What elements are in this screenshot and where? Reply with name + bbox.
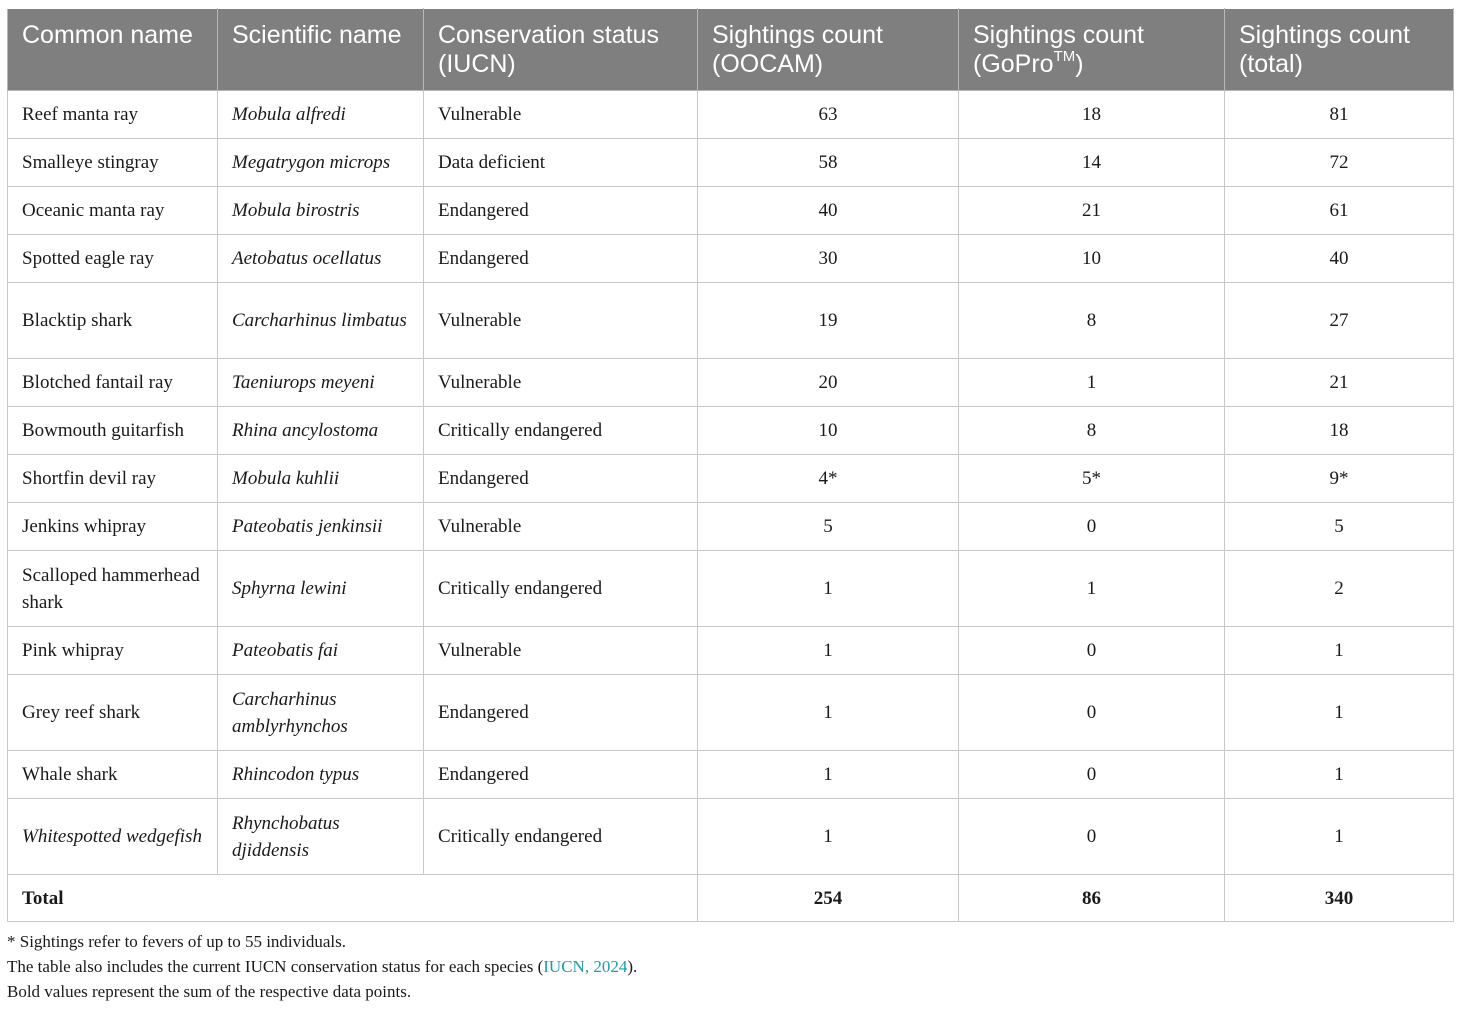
oocam-count-cell: 4* [698,455,959,503]
header-sightings-total: Sightings count (total) [1225,9,1454,91]
scientific-name-cell: Sphyrna lewini [218,551,424,627]
gopro-count-cell: 0 [959,627,1225,675]
conservation-status-cell: Endangered [424,235,698,283]
gopro-count-cell: 1 [959,551,1225,627]
gopro-count-cell: 8 [959,407,1225,455]
scientific-name-cell: Mobula alfredi [218,91,424,139]
table-row [8,283,1454,359]
gopro-count-cell: 0 [959,503,1225,551]
gopro-count-cell: 10 [959,235,1225,283]
oocam-count-cell: 40 [698,187,959,235]
scientific-name-cell: Mobula kuhlii [218,455,424,503]
total-count-cell: 1 [1225,627,1454,675]
conservation-status-cell: Vulnerable [424,359,698,407]
header-sightings-oocam: Sightings count (OOCAM) [698,9,959,91]
scientific-name-cell: Rhynchobatus djiddensis [218,799,424,875]
footnote-iucn-text: The table also includes the current IUCN conservation status for each species ( [7,957,544,976]
table-row [8,455,1454,503]
common-name-cell: Blacktip shark [8,283,218,359]
total-count-cell: 40 [1225,235,1454,283]
total-count-cell: 1 [1225,675,1454,751]
common-name-cell: Bowmouth guitarfish [8,407,218,455]
total-gopro-cell: 86 [959,875,1225,922]
total-oocam-cell: 254 [698,875,959,922]
oocam-count-cell: 58 [698,139,959,187]
species-sightings-table [7,8,1454,922]
trademark-superscript: TM [1053,47,1076,65]
scientific-name-cell: Rhina ancylostoma [218,407,424,455]
table-row [8,91,1454,139]
footnote-iucn [7,954,637,979]
total-count-cell: 1 [1225,751,1454,799]
total-count-cell: 81 [1225,91,1454,139]
common-name-cell: Spotted eagle ray [8,235,218,283]
oocam-count-cell: 5 [698,503,959,551]
conservation-status-cell: Vulnerable [424,283,698,359]
oocam-count-cell: 20 [698,359,959,407]
header-scientific-name: Scientific name [218,9,424,91]
oocam-count-cell: 1 [698,751,959,799]
total-total-cell: 340 [1225,875,1454,922]
total-row [8,875,1454,922]
conservation-status-cell: Endangered [424,187,698,235]
species-table-container [7,8,1453,922]
common-name-cell: Shortfin devil ray [8,455,218,503]
common-name-cell: Smalleye stingray [8,139,218,187]
table-body [8,91,1454,922]
total-label: Total [8,875,698,922]
conservation-status-cell: Vulnerable [424,627,698,675]
total-count-cell: 61 [1225,187,1454,235]
common-name-cell: Jenkins whipray [8,503,218,551]
total-count-cell: 18 [1225,407,1454,455]
common-name-cell: Grey reef shark [8,675,218,751]
table-row [8,407,1454,455]
table-row [8,627,1454,675]
total-count-cell: 21 [1225,359,1454,407]
scientific-name-cell: Pateobatis fai [218,627,424,675]
oocam-count-cell: 10 [698,407,959,455]
oocam-count-cell: 1 [698,799,959,875]
oocam-count-cell: 63 [698,91,959,139]
scientific-name-cell: Pateobatis jenkinsii [218,503,424,551]
conservation-status-cell: Endangered [424,455,698,503]
scientific-name-cell: Aetobatus ocellatus [218,235,424,283]
common-name-cell: Reef manta ray [8,91,218,139]
table-row [8,187,1454,235]
gopro-count-cell: 21 [959,187,1225,235]
scientific-name-cell: Rhincodon typus [218,751,424,799]
header-conservation-status: Conservation status (IUCN) [424,9,698,91]
header-row [8,9,1454,91]
table-footnotes [7,929,637,1004]
total-count-cell: 72 [1225,139,1454,187]
oocam-count-cell: 1 [698,675,959,751]
conservation-status-cell: Vulnerable [424,91,698,139]
total-count-cell: 9* [1225,455,1454,503]
common-name-cell: Whale shark [8,751,218,799]
table-row [8,139,1454,187]
oocam-count-cell: 1 [698,627,959,675]
table-row [8,551,1454,627]
header-common-name: Common name [8,9,218,91]
total-count-cell: 2 [1225,551,1454,627]
table-row [8,359,1454,407]
scientific-name-cell: Carcharhinus limbatus [218,283,424,359]
gopro-count-cell: 1 [959,359,1225,407]
gopro-count-cell: 8 [959,283,1225,359]
conservation-status-cell: Data deficient [424,139,698,187]
iucn-citation-link[interactable]: IUCN, 2024 [543,957,628,976]
table-row [8,503,1454,551]
gopro-count-cell: 14 [959,139,1225,187]
scientific-name-cell: Megatrygon microps [218,139,424,187]
footnote-asterisk: * Sightings refer to fevers of up to 55 individuals. [7,932,347,951]
table-row [8,675,1454,751]
footnote-iucn-close: ). [627,957,638,976]
scientific-name-cell: Carcharhinus amblyrhynchos [218,675,424,751]
table-row [8,751,1454,799]
gopro-count-cell: 5* [959,455,1225,503]
header-sightings-gopro [959,9,1225,91]
common-name-cell: Oceanic manta ray [8,187,218,235]
table-row [8,799,1454,875]
common-name-cell: Pink whipray [8,627,218,675]
conservation-status-cell: Critically endangered [424,551,698,627]
total-count-cell: 27 [1225,283,1454,359]
oocam-count-cell: 30 [698,235,959,283]
scientific-name-cell: Mobula birostris [218,187,424,235]
gopro-count-cell: 18 [959,91,1225,139]
header-gopro-text: Sightings count (GoPro [973,21,1144,78]
gopro-count-cell: 0 [959,751,1225,799]
total-count-cell: 1 [1225,799,1454,875]
conservation-status-cell: Vulnerable [424,503,698,551]
conservation-status-cell: Endangered [424,751,698,799]
table-row [8,235,1454,283]
footnote-bold-values: Bold values represent the sum of the respective data points. [7,982,412,1001]
oocam-count-cell: 19 [698,283,959,359]
gopro-count-cell: 0 [959,675,1225,751]
oocam-count-cell: 1 [698,551,959,627]
conservation-status-cell: Critically endangered [424,407,698,455]
common-name-cell: Scalloped hammerhead shark [8,551,218,627]
conservation-status-cell: Endangered [424,675,698,751]
total-count-cell: 5 [1225,503,1454,551]
gopro-count-cell: 0 [959,799,1225,875]
common-name-cell: Whitespotted wedgefish [8,799,218,875]
common-name-cell: Blotched fantail ray [8,359,218,407]
scientific-name-cell: Taeniurops meyeni [218,359,424,407]
conservation-status-cell: Critically endangered [424,799,698,875]
header-gopro-close: ) [1075,50,1084,78]
